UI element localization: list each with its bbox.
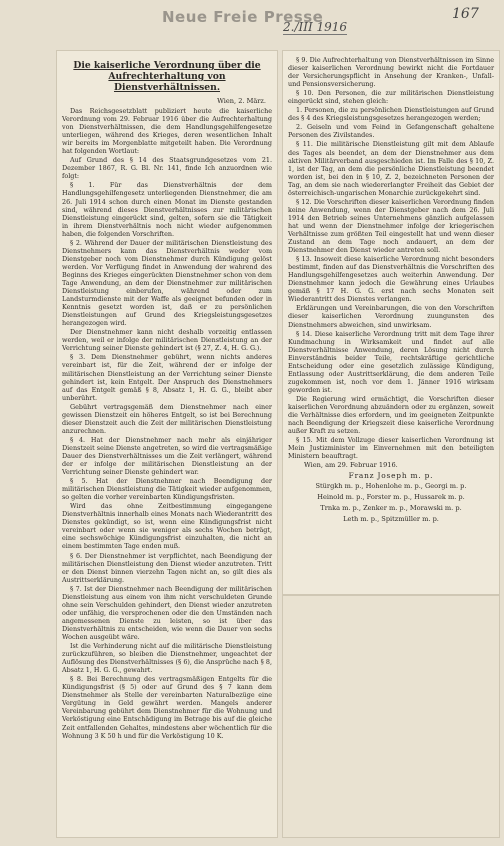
article-title: Die kaiserliche Verordnung über die Aufrechterhaltung von Dienstverhältnissen.: [73, 60, 261, 93]
page-number: 167: [452, 6, 479, 22]
signature-ministers-2: Heinold m. p., Forster m. p., Hussarek m. p.: [317, 493, 465, 502]
article-column-right: [282, 50, 500, 595]
paragraph: § 10. Den Personen, die zur militärischen Dienstleistung eingerückt sind, stehen gleich:: [288, 89, 494, 106]
paragraph: § 7. Ist der Dienstnehmer nach Beendigung der militärischen Dienstleistung aus einem von ihm nicht verschuldeten Grunde ohne sein Verschulden gehindert, den Dienst wieder anzutreten oder unfähig, die versprochenen oder die den Umständen nach angemessenen Dienste zu leisten, so ist über das Dienstverhältnis zu entscheiden, wie wenn die Dauer von sechs Wochen ausgeübt wäre.: [62, 584, 272, 641]
paragraph: Der Dienstnehmer kann nicht deshalb vorzeitig entlassen werden, weil er infolge der militärischen Dienstleistung an der Verrichtung seiner Dienste gehindert ist (§ 27, Z. 4, H. G. G.).: [62, 328, 272, 353]
paragraph: Auf Grund des § 14 des Staatsgrundgesetzes vom 21. Dezember 1867, R. G. Bl. Nr. 141, finde Ich anzuordnen wie folgt:: [62, 156, 272, 181]
paragraph: § 4. Hat der Dienstnehmer nach mehr als einjähriger Dienstzeit seine Dienste angetreten, so wird die vertragsmäßige Dauer des Dienstverhältnisses um die Zeit verlängert, während der er infolge der militärischen Dienstleistung an der Verrichtung seiner Dienste gehindert war.: [62, 435, 272, 477]
paragraph: Ist die Verhinderung nicht auf die militärische Dienstleistung zurückzuführen, so bleiben die Dienstnehmer, ungeachtet der Auflösung des Dienstverhältnisses (§ 6), die Ansprüche nach § 8, Absatz 1, H. G. G., gewahrt.: [62, 642, 272, 675]
paragraph: § 3. Dem Dienstnehmer gebührt, wenn nichts anderes vereinbart ist, für die Zeit, während der er infolge der militärischen Dienstleistung an der Verrichtung seiner Dienste gehindert ist, kein Entgelt. Der Anspruch des Dienstnehmers auf das Entgelt gemäß § 8, Absatz 1, H. G. G., bleibt aber unberührt.: [62, 353, 272, 402]
paragraph: § 12. Die Vorschriften dieser kaiserlichen Verordnung finden keine Anwendung, wenn der Dienstgeber nach dem 26. Juli 1914 den Betrieb seines Unternehmens gänzlich aufgelassen hat und wenn der Dienstnehmer infolge der kriegerischen Verhältnisse zum größten Teil eingestellt hat und wenn dieser Zustand an dem Tage noch andauert, an dem der Dienstnehmer den Dienst wieder antreten soll.: [288, 197, 494, 255]
paragraph: Das Reichsgesetzblatt publiziert heute die kaiserliche Verordnung vom 29. Februar 1916 über die Aufrechterhaltung von Dienstverhältnissen, die dem Handlungsgehilfengesetze unterliegen, während des Krieges, deren wesentlichen Inhalt wir bereits im Morgenblatte mitgeteilt haben. Die Verordnung hat folgenden Wortlaut:: [62, 107, 272, 156]
paragraph: Wird das ohne Zeitbestimmung eingegangene Dienstverhältnis innerhalb eines Monats nach Wiederantritt des Dienstes gekündigt, so ist, wenn eine Kündigungsfrist nicht vereinbart oder wenn sie weniger als sechs Wochen beträgt, eine sechswöchige Kündigungsfrist einzuhalten, die nicht an einem bestimmten Tage enden muß.: [62, 502, 272, 551]
paragraph: 2. Geiseln und vom Feind in Gefangenschaft gehaltene Personen des Zivilstandes.: [288, 123, 494, 140]
paragraph: § 9. Die Aufrechterhaltung von Dienstverhältnissen im Sinne dieser kaiserlichen Verordnung bewirkt nicht die Fortdauer der Versicherungspflicht in Ansehung der Kranken-, Unfall- und Pensionsversicherung.: [288, 56, 494, 89]
paragraph: § 1. Für das Dienstverhältnis der dem Handlungsgehilfengesetz unterliegenden Dienstnehmer, die am 26. Juli 1914 schon durch einen Monat im Dienste gestanden sind, während dieses Dienstverhältnisses zur militärischen Dienstleistung eingerückt sind, gelten, sofern sie die Tätigkeit in ihrem Dienstverhältnis noch nicht wieder aufgenommen haben, die folgenden Vorschriften.: [62, 181, 272, 238]
paragraph: § 14. Diese kaiserliche Verordnung tritt mit dem Tage ihrer Kundmachung in Wirksamkeit und findet auf alle Dienstverhältnisse Anwendung, deren Lösung nicht durch Einverständnis beider Teile, rechtskräftige gerichtliche Entscheidung oder eine gesetzlich zulässige Kündigung, Entlassung oder Austrittserklärung, die dem anderen Teile zugekommen ist, noch vor dem 1. Jänner 1916 wirksam geworden ist.: [288, 329, 494, 394]
article-dateline: Wien, 2. März.: [217, 97, 266, 105]
signature-date: Wien, am 29. Februar 1916.: [304, 461, 398, 470]
signature-emperor: Franz Joseph m. p.: [348, 471, 434, 481]
paragraph: § 11. Die militärische Dienstleistung gilt mit dem Ablaufe des Tages als beendet, an dem der Dienstnehmer aus dem aktiven Militärverband ausgeschieden ist. Im Falle des § 10, Z. 1, ist der Tag, an dem die persönliche Dienstleistung beendet worden ist, bei den in § 10, Z. 2, bezeichneten Personen der Tag, an dem sie nach wiedererlangter Freiheit das Gebiet der österreichisch-ungarischen Monarchie zurückgekehrt sind.: [288, 140, 494, 197]
paragraph: 1. Personen, die zu persönlichen Dienstleistungen auf Grund des § 4 des Kriegsleistungsgesetzes herangezogen werden;: [288, 106, 494, 123]
newspaper-name: Neue Freie Presse: [162, 8, 324, 26]
signature-ministers-3: Trnka m. p., Zenker m. p., Morawski m. p.: [320, 504, 462, 513]
paragraph: § 5. Hat der Dienstnehmer nach Beendigung der militärischen Dienstleistung die Tätigkeit wieder aufgenommen, so gelten die vorher vereinbarten Kündigungsfristen.: [62, 477, 272, 502]
signature-ministers-4: Leth m. p., Spitzmüller m. p.: [343, 515, 439, 524]
article-column-left: [56, 50, 278, 838]
signature-ministers-1: Stürgkh m. p., Hohenlohe m. p., Georgi m. p.: [315, 482, 467, 491]
page-header: [0, 0, 504, 44]
blank-paper-area: [282, 595, 500, 838]
paragraph: § 13. Insoweit diese kaiserliche Verordnung nicht besonders bestimmt, finden auf das Dienstverhältnis die Vorschriften des Handlungsgehilfengesetzes auch weiterhin Anwendung. Der Dienstnehmer kann jedoch die Gewährung eines Urlaubes gemäß § 17 H. G. G. erst nach sechs Monaten seit Wiederantritt des Dienstes verlangen.: [288, 255, 494, 304]
paragraph: Die Regierung wird ermächtigt, die Vorschriften dieser kaiserlichen Verordnung abzuändern oder zu ergänzen, soweit die Verhältnisse dies erfordern, und im geeigneten Zeitpunkte nach Beendigung der Kriegszeit diese kaiserliche Verordnung außer Kraft zu setzen.: [288, 394, 494, 436]
paragraph: § 6. Der Dienstnehmer ist verpflichtet, nach Beendigung der militärischen Dienstleistung den Dienst wieder anzutreten. Tritt er den Dienst binnen vierzehn Tagen nicht an, so gilt dies als Austrittserklärung.: [62, 551, 272, 584]
paragraph: § 15. Mit dem Vollzuge dieser kaiserlichen Verordnung ist Mein Justizminister im Einvernehmen mit den beteiligten Ministern beauftragt.: [288, 436, 494, 461]
paragraph: Gebührt vertragsgemäß dem Dienstnehmer nach einer gewissen Dienstzeit ein höheres Entgelt, so ist bei Berechnung dieser Dienstzeit auch die Zeit der militärischen Dienstleistung anzurechnen.: [62, 402, 272, 435]
paragraph: § 8. Bei Berechnung des vertragsmäßigen Entgelts für die Kündigungsfrist (§ 5) oder auf Grund des § 7 kann dem Dienstnehmer als Stelle der vereinbarten Naturalbezüge eine Vergütung in Geld gewährt werden. Mangels anderer Vereinbarung gebührt dem Dienstnehmer für die Wohnung und Verköstigung eine Entschädigung im Betrage bis auf die gleiche Zeit entfallenden Gehaltes, mindestens aber wöchentlich für die Wohnung 3 K 50 h und für die Verköstigung 10 K.: [62, 675, 272, 740]
handwritten-date: 2./III 1916: [283, 20, 348, 34]
paragraph: Erklärungen und Vereinbarungen, die von den Vorschriften dieser kaiserlichen Verordnung zuungunsten des Dienstnehmers abweichen, sind unwirksam.: [288, 304, 494, 329]
paragraph: § 2. Während der Dauer der militärischen Dienstleistung des Dienstnehmers kann das Dienstverhältnis weder vom Dienstgeber noch vom Dienstnehmer durch Kündigung gelöst werden. Vor Verfügung findet in Anwendung der wahrend des Beginns des Krieges eingerückten Dienstnehmer schon von dem Tage Anwendung, an dem der Dienstnehmer zur militärischen Dienstleistung einberufen, während oder zum Landsturmdienste mit der Waffe als geeignet befunden oder in Kenntnis gesetzt worden ist, daß er zu persönlichen Dienstleistungen auf Grund des Kriegsleistungsgesetzes herangezogen wird.: [62, 238, 272, 328]
